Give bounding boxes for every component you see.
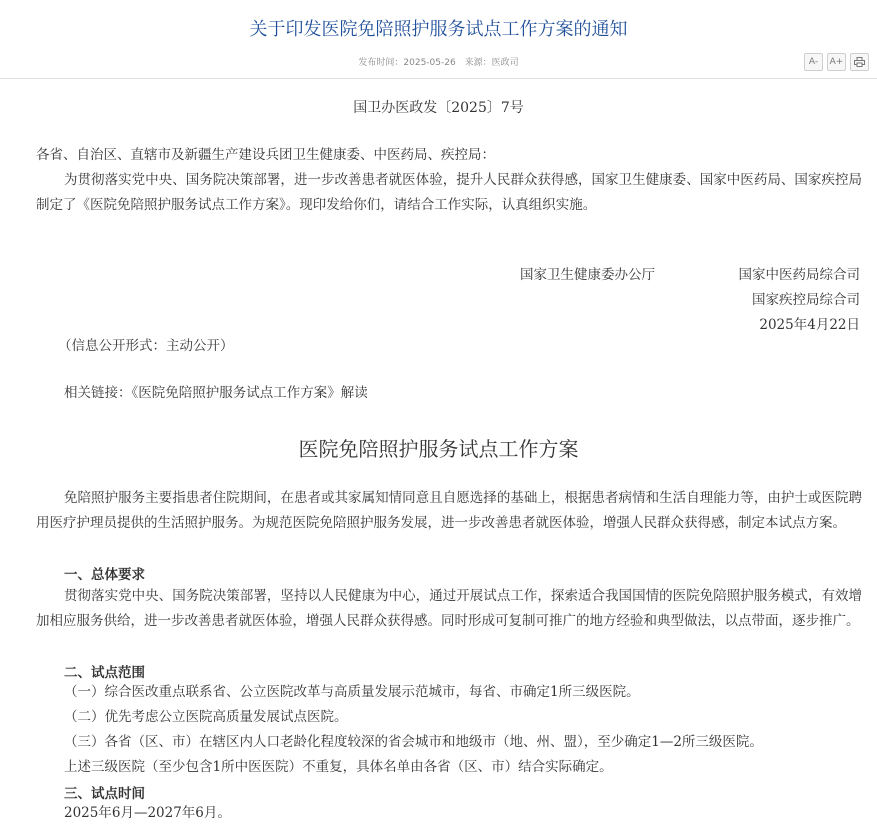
section-2-note: 上述三级医院（至少包含1所中医医院）不重复，具体名单由各省（区、市）结合实际确定。	[64, 759, 613, 775]
signer-office-3: 国家疾控局综合司	[752, 292, 860, 308]
document-number: 国卫办医政发〔2025〕7号	[353, 100, 524, 116]
print-icon	[854, 57, 865, 67]
divider	[0, 78, 877, 79]
section-1-title: 一、总体要求	[64, 567, 145, 583]
disclosure-note: （信息公开形式：主动公开）	[58, 338, 234, 354]
section-3-text: 2025年6月—2027年6月。	[64, 805, 231, 821]
section-2-item-3: （三）各省（区、市）在辖区内人口老龄化程度较深的省会城市和地级市（地、州、盟），至少确定1—2所三级医院。	[64, 734, 763, 750]
signing-date: 2025年4月22日	[759, 317, 860, 333]
signer-office-1: 国家卫生健康委办公厅	[520, 267, 655, 283]
font-increase-button[interactable]: A+	[827, 53, 846, 71]
section-3-title: 三、试点时间	[64, 786, 145, 802]
page-title: 关于印发医院免陪照护服务试点工作方案的通知	[249, 19, 628, 40]
related-link[interactable]: 相关链接：《医院免陪照护服务试点工作方案》解读	[64, 385, 368, 401]
signer-office-2: 国家中医药局综合司	[738, 267, 860, 283]
plan-title: 医院免陪照护服务试点工作方案	[298, 437, 579, 461]
section-2-item-1: （一）综合医改重点联系省、公立医院改革与高质量发展示范城市，每省、市确定1所三级医院。	[64, 684, 640, 700]
section-2-title: 二、试点范围	[64, 665, 145, 681]
article-meta	[0, 55, 877, 68]
section-2-item-2: （二）优先考虑公立医院高质量发展试点医院。	[64, 709, 348, 725]
recipients: 各省、自治区、直辖市及新疆生产建设兵团卫生健康委、中医药局、疾控局：	[36, 147, 495, 163]
print-button[interactable]	[850, 53, 869, 71]
intro-paragraph: 为贯彻落实党中央、国务院决策部署，进一步改善患者就医体验，提升人民群众获得感，国家卫生健康委、国家中医药局、国家疾控局制定了《医院免陪照护服务试点工作方案》。现印发给你们，请结合工作实际，认真组织实施。	[36, 172, 862, 213]
source: 来源：医政司	[464, 58, 519, 68]
font-decrease-button[interactable]: A-	[804, 53, 823, 71]
publish-time: 发布时间：2025-05-26	[358, 58, 456, 68]
section-1-paragraph: 贯彻落实党中央、国务院决策部署，坚持以人民健康为中心，通过开展试点工作，探索适合我国国情的医院免陪照护服务模式，有效增加相应服务供给，进一步改善患者就医体验，增强人民群众获得感。同时形成可复制可推广的地方经验和典型做法，以点带面，逐步推广。	[36, 588, 862, 629]
toolbar	[804, 53, 869, 71]
plan-intro-paragraph: 免陪照护服务主要指患者住院期间，在患者或其家属知情同意且自愿选择的基础上，根据患者病情和生活自理能力等，由护士或医院聘用医疗护理员提供的生活照护服务。为规范医院免陪照护服务发展，进一步改善患者就医体验，增强人民群众获得感，制定本试点方案。	[36, 490, 862, 531]
